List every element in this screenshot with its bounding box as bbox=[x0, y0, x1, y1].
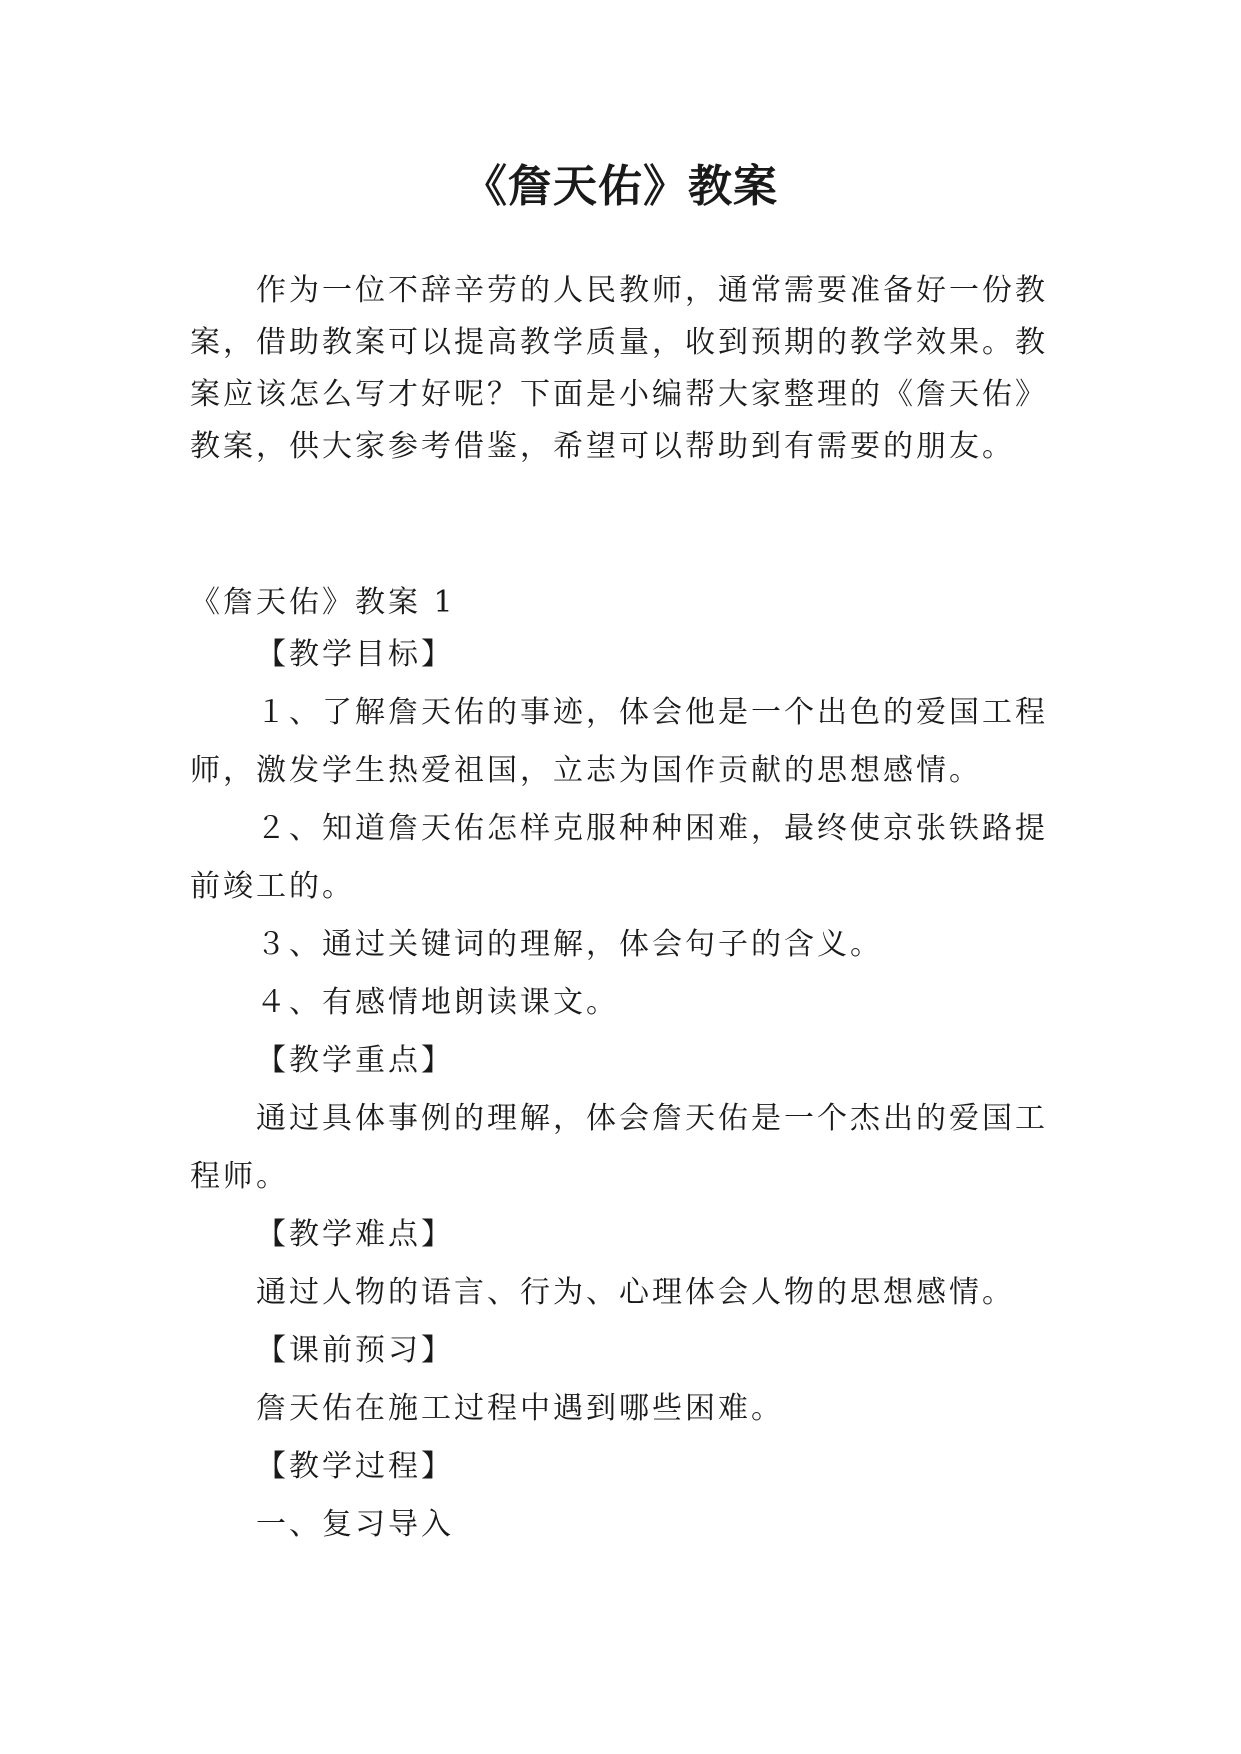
section-heading: 《詹天佑》教案 1 bbox=[190, 585, 456, 620]
key-points-line-2: 程师。 bbox=[190, 1159, 289, 1194]
objective-2-line-2: 前竣工的。 bbox=[190, 869, 355, 904]
difficulties-heading: 【教学难点】 bbox=[256, 1217, 454, 1252]
process-step-1: 一、复习导入 bbox=[256, 1507, 454, 1542]
objective-2-line-1: ２、知道詹天佑怎样克服种种困难，最终使京张铁路提 bbox=[256, 811, 1048, 846]
key-points-line-1: 通过具体事例的理解，体会詹天佑是一个杰出的爱国工 bbox=[256, 1101, 1048, 1136]
preview-heading: 【课前预习】 bbox=[256, 1333, 454, 1368]
process-heading: 【教学过程】 bbox=[256, 1449, 454, 1484]
objective-1-line-1: １、了解詹天佑的事迹，体会他是一个出色的爱国工程 bbox=[256, 695, 1048, 730]
intro-line-2: 案，借助教案可以提高教学质量，收到预期的教学效果。教 bbox=[190, 325, 1048, 360]
objective-1-line-2: 师，激发学生热爱祖国，立志为国作贡献的思想感情。 bbox=[190, 753, 982, 788]
page-title: 《詹天佑》教案 bbox=[463, 161, 778, 212]
preview-text: 詹天佑在施工过程中遇到哪些困难。 bbox=[256, 1391, 784, 1426]
intro-line-3: 案应该怎么写才好呢？下面是小编帮大家整理的《詹天佑》 bbox=[190, 377, 1048, 412]
key-points-heading: 【教学重点】 bbox=[256, 1043, 454, 1078]
difficulties-text: 通过人物的语言、行为、心理体会人物的思想感情。 bbox=[256, 1275, 1015, 1310]
intro-line-4: 教案，供大家参考借鉴，希望可以帮助到有需要的朋友。 bbox=[190, 429, 1015, 464]
objective-4: ４、有感情地朗读课文。 bbox=[256, 985, 619, 1020]
objective-3: ３、通过关键词的理解，体会句子的含义。 bbox=[256, 927, 883, 962]
intro-line-1: 作为一位不辞辛劳的人民教师，通常需要准备好一份教 bbox=[256, 273, 1048, 308]
objectives-heading: 【教学目标】 bbox=[256, 637, 454, 672]
